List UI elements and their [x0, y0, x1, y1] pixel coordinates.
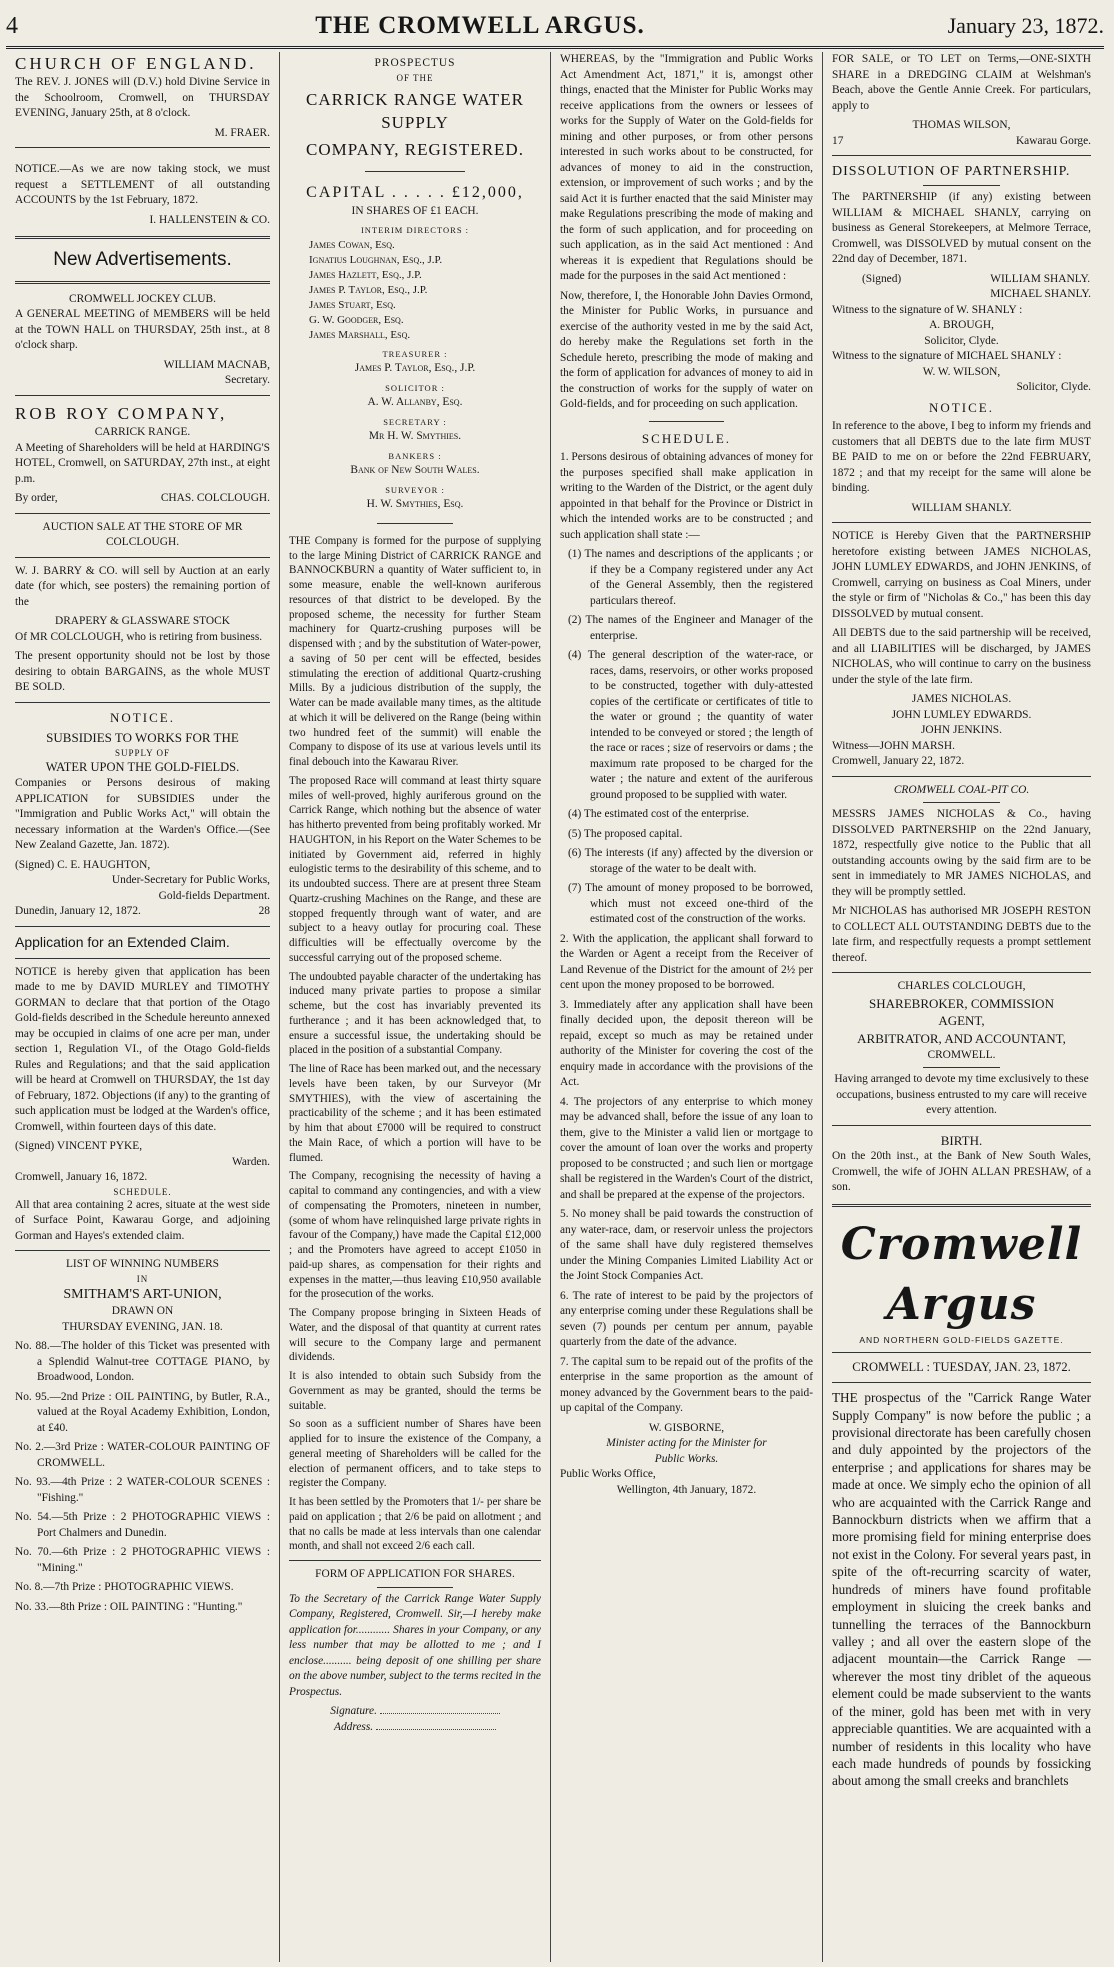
- divider: [15, 395, 270, 396]
- company-name-2: COMPANY, REGISTERED.: [306, 139, 524, 159]
- church-body: The REV. J. JONES will (D.V.) hold Divine Service in the Schoolroom, Cromwell, on THURSDAY EVENING, January 25th, at 8 o'clock.: [15, 76, 270, 120]
- now-therefore-para: Now, therefore, I, the Honorable John Davies Ormond, the Minister for Public Works, in pursuance and exercise of the authority vested in me by the said Act, do hereby make the Regulations set forth in the Schedule hereto, prescribing the mode of making and the form of application for advances of money to aid in the construction of works for the supply of water on Gold-fields, and for proceeding on such application.: [560, 289, 813, 410]
- bankers-name: Bank of New South Wales.: [350, 464, 480, 477]
- auction-stock: DRAPERY & GLASSWARE STOCK: [54, 615, 230, 628]
- column-1: [6, 52, 280, 1962]
- auction-body1: W. J. BARRY & CO. will sell by Auction at an early date (for which, see posters) the remaining portion of the: [15, 564, 270, 608]
- schedule-para: 4. The projectors of any enterprise to which money may be advanced shall, before the issue of any loan to them, give to the Minister a valid lien or mortgage to cover the amount of loan over the works and property proposed to be constructed ; and such lien or mortgage shall be registered in the Warden's Court of the district, and shall be prepared at the expense of the projectors.: [560, 1095, 813, 1201]
- form-address: [289, 1720, 541, 1736]
- office-label: Public Works Office,: [560, 1468, 656, 1481]
- divider: [832, 972, 1091, 973]
- divider: [15, 958, 270, 959]
- prospectus-para: It is also intended to obtain such Subsidy from the Government as may be granted, should the terms be suitable.: [289, 1370, 541, 1412]
- divider: [15, 513, 270, 514]
- surveyor-label: SURVEYOR :: [385, 484, 445, 495]
- prize-item: No. 33.—8th Prize : OIL PAINTING : "Hunting.": [15, 1600, 243, 1613]
- subsidies-notice-label: NOTICE.: [110, 709, 175, 725]
- birth-body: On the 20th inst., at the Bank of New South Wales, Cromwell, the wife of JOHN ALLAN PRESHAW, of a son.: [832, 1150, 1091, 1194]
- artunion-in: IN: [136, 1273, 149, 1284]
- witness1-role: Solicitor, Clyde.: [924, 334, 999, 347]
- director-name: James Marshall, Esq.: [309, 328, 411, 341]
- schedule-p1: 1. Persons desirous of obtaining advances of money for the purposes specified shall make application in writing to the Warden of the District, or the agent duly appointed in that behalf for the Province or District in which the intended works are to be constructed ; and such application shall state :—: [560, 451, 813, 541]
- prospectus-para: It has been settled by the Promoters that 1/- per share be paid on application ; that 2/6 be paid on allotment ; and that no calls be made at less intervals than one calendar month, and shall not exceed 2/6 each call.: [289, 1496, 541, 1553]
- subsidies-title2: Gold-fields Department.: [158, 889, 270, 902]
- for-sale-ref: 17: [832, 134, 844, 147]
- coal-pit-heading: CROMWELL COAL-PIT CO.: [893, 783, 1030, 796]
- colclough-role1: SHAREBROKER, COMMISSION: [869, 995, 1054, 1011]
- prospectus-para: THE Company is formed for the purpose of supplying to the large Mining District of CARRICK RANGE and BANNOCKBURN a quantity of Water sufficient to, in some measure, enable the well-known auriferous resources of that district to be developed. By the proposed scheme, the necessity for further Steam machinery for Quartz-crushing purposes will be dispensed with ; and by the substitution of Water-power, a saving of 50 per cent will be effected, besides stimulating the erection of additional Quartz-crushing Mills. By a judicious distribution of the supply, the Water can be made available many times, as the altitude at which it will be delivered on the Range (being within two hundred feet of the summit) will enable the Company to dispose of its use at various levels until its final debouch into the Kawarau River.: [289, 534, 541, 769]
- form-body: To the Secretary of the Carrick Range Water Supply Company, Registered, Cromwell. Sir,—I hereby make application for............ Shares in your Company, or any less number that may be allotted to me ; and I enclose.......... being deposit of one shilling per share on the above number, subject to the terms recited in the Prospectus.: [289, 1592, 541, 1698]
- gisborne-role2: Public Works.: [654, 1452, 719, 1465]
- subsidies-heading3: WATER UPON THE GOLD-FIELDS.: [45, 760, 240, 775]
- nicholas-name: JOHN JENKINS.: [920, 724, 1002, 737]
- schedule-para: 2. With the application, the applicant shall forward to the Warden or Agent a receipt from the Receiver of Land Revenue of the District for the amount of 2½ per cent upon the money proposed to be borrowed.: [560, 932, 813, 992]
- masthead-sub: AND NORTHERN GOLD-FIELDS GAZETTE.: [859, 1334, 1064, 1345]
- jockey-signer: WILLIAM MACNAB,: [163, 358, 270, 371]
- auction-ad: [15, 520, 270, 696]
- bankers-label: BANKERS :: [388, 450, 442, 461]
- witness2-role: Solicitor, Clyde.: [1016, 381, 1091, 394]
- schedule-para: 7. The capital sum to be repaid out of the profits of the enterprise in the same proportion as the amount of money advanced by the Government bears to the paid-up capital of the Company.: [560, 1355, 813, 1415]
- director-name: Ignatius Loughnan, Esq., J.P.: [309, 253, 443, 266]
- auction-body3: The present opportunity should not be lost by those desiring to obtain BARGAINS, as the whole MUST BE SOLD.: [15, 650, 270, 694]
- subsidies-heading2: SUPPLY OF: [114, 747, 171, 758]
- company-name-1: CARRICK RANGE WATER SUPPLY: [306, 89, 524, 132]
- jockey-heading: CROMWELL JOCKEY CLUB.: [69, 292, 216, 305]
- rob-roy-ad: [15, 402, 270, 507]
- treasurer-label: TREASURER :: [382, 348, 448, 359]
- gisborne-role1: Minister acting for the Minister for: [606, 1437, 767, 1450]
- for-sale-name: THOMAS WILSON,: [912, 119, 1011, 131]
- coal-pit-body: MESSRS JAMES NICHOLAS & Co., having DISSOLVED PARTNERSHIP on the 22nd January, 1872, respectfully give notice to the Public that all outstanding accounts owing by the said firm are to be sent in immediately to MR JAMES NICHOLAS, and they will be promptly settled.: [832, 808, 1091, 898]
- column-2: [280, 52, 551, 1962]
- colclough-place: CROMWELL.: [927, 1048, 996, 1061]
- address-field: [376, 1729, 496, 1730]
- directors-list: [289, 238, 541, 343]
- prospectus-para: The line of Race has been marked out, and the necessary levels have been taken, by our Surveyor (Mr SMYTHIES), with the view of ascertaining the practicability of the scheme ; and it has been estimated by him that about £7000 will be required to construct the Main Race, of which a portion will have to be flumed.: [289, 1063, 541, 1164]
- divider: [923, 185, 1001, 186]
- subsidies-title1: Under-Secretary for Public Works,: [111, 874, 270, 887]
- whereas-para: WHEREAS, by the "Immigration and Public Works Act Amendment Act, 1871," it is, amongst other things, enacted that the Minister for Public Works may receive applications from the owners or lessees of works for the Supply of Water on the Gold-fields for mining and other purposes, or from other persons interested in such works about to be constructed, for advances of money to aid in the construction, extension, or improvement of such works ; and by the said Act it is further enacted that the said Minister may make Regulations prescribing the mode of making and the form of such application, and for proceeding on such application, as in the said Act mentioned : And whereas it is expedient that Regulations should be made for the purposes in the said Act mentioned :: [560, 53, 813, 282]
- divider: [289, 1560, 541, 1561]
- directors-label: INTERIM DIRECTORS :: [360, 225, 470, 236]
- nicholas-name: JAMES NICHOLAS.: [911, 693, 1012, 706]
- column-4: [823, 52, 1100, 1962]
- subsidies-date: Dunedin, January 12, 1872.: [15, 905, 141, 918]
- auction-body2: Of MR COLCLOUGH, who is retiring from business.: [15, 630, 263, 643]
- schedule-item: (2) The names of the Engineer and Manager of the enterprise.: [568, 614, 813, 642]
- capital-line: CAPITAL . . . . . £12,000,: [306, 184, 524, 202]
- schedule-item: (4) The estimated cost of the enterprise.: [568, 808, 750, 821]
- schedule-heading: SCHEDULE.: [641, 430, 732, 446]
- stock-body: NOTICE.—As we are now taking stock, we must request a SETTLEMENT of all outstanding ACCOUNTS by the 1st February, 1872.: [15, 163, 270, 207]
- subsidies-signed: (Signed) C. E. HAUGHTON,: [15, 858, 151, 871]
- dissolution-name1: WILLIAM SHANLY.: [990, 272, 1091, 285]
- secretary-name: Mr H. W. Smythies.: [368, 430, 462, 443]
- divider: [15, 147, 270, 148]
- director-name: G. W. Goodger, Esq.: [309, 313, 404, 326]
- nicholas-dissolution: [832, 529, 1091, 770]
- prize-item: No. 93.—4th Prize : 2 WATER-COLOUR SCENES : "Fishing.": [15, 1476, 270, 1504]
- witness1-name: A. BROUGH,: [929, 319, 994, 332]
- coal-pit-ad: [832, 783, 1091, 967]
- divider: [832, 522, 1091, 523]
- jockey-body: A GENERAL MEETING of MEMBERS will be held at the TOWN HALL on THURSDAY, 25th inst., at 8 o'clock sharp.: [15, 308, 270, 352]
- divider: [832, 155, 1091, 156]
- for-sale-body: FOR SALE, or TO LET on Terms,—ONE-SIXTH SHARE in a DREDGING CLAIM at Welshman's Beach, above the Gentle Annie Creek. For particulars, apply to: [832, 53, 1091, 112]
- column-3: [551, 52, 823, 1962]
- subsidies-ref: 28: [258, 905, 270, 918]
- subsidies-notice: [15, 709, 270, 920]
- jockey-role: Secretary.: [224, 374, 270, 387]
- claim-schedule: All that area containing 2 acres, situate at the west side of Surface Point, Kawarau Gorge, and adjoining Gorman and Hayes's extended claim.: [15, 1198, 270, 1242]
- claim-body: NOTICE is hereby given that application has been made to me by DAVID MURLEY and TIMOTHY GORMAN to declare that that portion of the Otago Gold-fields described in the Schedule hereunto annexed may be occupied in claims of one acre per man, under section 1, Regulation VI., of the Otago Gold-fields Rules and Regulations; and that the said application will be heard at Cromwell on THURSDAY, the 1st day of February, 1872. Objections (if any) to the granting of such application must be lodged at the Warden's office, Cromwell, within fourteen days of this date.: [15, 965, 270, 1133]
- prize-item: No. 8.—7th Prize : PHOTOGRAPHIC VIEWS.: [15, 1581, 234, 1594]
- witness1-label: Witness to the signature of W. SHANLY :: [832, 303, 1023, 316]
- office-date: Wellington, 4th January, 1872.: [616, 1483, 757, 1496]
- birth-notice: [832, 1132, 1091, 1196]
- dissolution-body: The PARTNERSHIP (if any) existing between WILLIAM & MICHAEL SHANLY, carrying on business as General Storekeepers, at Melmore Terrace, Cromwell, was DISSOLVED by mutual consent on the 22nd day of December, 1871.: [832, 191, 1091, 266]
- dissolution-notice: In reference to the above, I beg to inform my friends and customers that all DEBTS due to the late firm MUST BE PAID to me on or before the 22nd FEBRUARY, 1872 ; and that my receipt for the same will alone be binding.: [832, 420, 1091, 495]
- prospectus-para: The proposed Race will command at least thirty square miles of well-proved, highly auriferous ground on the Carrick Range, which nothing but the absence of water has hitherto prevented from being profitably worked. Mr HAUGHTON, in his Report on the Water Schemes to be initiated by Government aid, referred in highly eulogistic terms to the desirability of this scheme, and to its undoubted success. There are at present three Steam Quartz-crushing Machines on the Range, and these are stopped frequently through want of water, and are subject to a heavy outlay for procuring coal. These difficulties will be effectually overcome by the successful carrying out of the proposed scheme.: [289, 774, 542, 964]
- divider: [365, 171, 466, 172]
- schedule-item: (7) The amount of money proposed to be borrowed, which must not exceed one-third of the estimated cost of the construction of the works.: [568, 882, 813, 926]
- prize-item: No. 70.—6th Prize : 2 PHOTOGRAPHIC VIEWS : "Mining.": [15, 1546, 270, 1574]
- stock-notice: [15, 162, 270, 228]
- divider: [377, 1587, 453, 1588]
- prospectus-para: The Company, recognising the necessity of having a capital to command any contingencies, and with a view of compensating the Promoters, nineteen in number, (some of whom have relinquished large private rights in favour of the Company,) have made the Capital £12,000 ; and the Promoters have agreed to accept £1050 in paid-up shares, as compensation for their rights and expenses in the matter,—thus leaving £10,950 available for the prosecution of the works.: [289, 1170, 541, 1301]
- nicholas-date: Cromwell, January 22, 1872.: [832, 755, 965, 768]
- columns: [6, 52, 1104, 1963]
- artunion-heading1: LIST OF WINNING NUMBERS: [65, 1258, 220, 1271]
- divider: [377, 523, 453, 524]
- shares-line: IN SHARES OF £1 EACH.: [351, 204, 479, 217]
- newspaper-title: THE CROMWELL ARGUS.: [315, 12, 645, 39]
- colclough-ad: [832, 979, 1091, 1119]
- divider: [15, 557, 270, 558]
- nicholas-witness: Witness—JOHN MARSH.: [832, 739, 955, 752]
- claim-signed: (Signed) VINCENT PYKE,: [15, 1140, 143, 1153]
- claim-date: Cromwell, January 16, 1872.: [15, 1171, 148, 1184]
- signature-field: [380, 1713, 500, 1714]
- church-signer: M. FRAER.: [214, 126, 270, 139]
- treasurer-name: James P. Taylor, Esq., J.P.: [354, 362, 476, 375]
- schedule-para: 3. Immediately after any application shall have been finally decided upon, the deposit thereon will be repaid, except so much as may be retained under authority of the Minister for covering the cost of the enquiry made in accordance with the provisions of the Act.: [560, 998, 813, 1089]
- stock-signer: I. HALLENSTEIN & CO.: [149, 213, 270, 226]
- claim-role: Warden.: [232, 1155, 270, 1168]
- director-name: James Stuart, Esq.: [309, 298, 396, 311]
- rob-roy-by-order: By order,: [15, 492, 58, 505]
- artunion-drawn: DRAWN ON: [111, 1305, 174, 1318]
- dissolution-notice-label: NOTICE.: [929, 399, 994, 415]
- divider: [923, 802, 1001, 803]
- rob-roy-signer: CHAS. COLCLOUGH.: [160, 492, 270, 505]
- prospectus-body: [289, 534, 541, 1554]
- schedule-para: 5. No money shall be paid towards the construction of any water-race, dam, or reservoir unless the projectors of the same shall have duly registered themselves under the Mining Companies Limited Liability Act or the Joint Stock Companies Act.: [560, 1208, 813, 1283]
- artunion-heading2: SMITHAM'S ART-UNION,: [63, 1287, 222, 1303]
- prospectus-para: The Company propose bringing in Sixteen Heads of Water, and the disposal of that quantity at current rates will secure to the Company large and permanent dividends.: [289, 1307, 541, 1364]
- director-name: James P. Taylor, Esq., J.P.: [309, 283, 428, 296]
- divider: [15, 281, 270, 284]
- divider: [15, 236, 270, 239]
- claim-heading: Application for an Extended Claim.: [15, 933, 230, 950]
- schedule-item: (6) The interests (if any) affected by the diversion or storage of the water to be dealt with.: [568, 847, 813, 875]
- signature-label: Signature.: [330, 1705, 377, 1718]
- divider: [649, 421, 725, 422]
- secretary-label: SECRETARY :: [383, 416, 447, 427]
- subsidies-body: Companies or Persons desirous of making APPLICATION for SUBSIDIES under the "Immigration and Public Works Act," will obtain the necessary information at the Warden's Office.—(See New Zealand Gazette, Jan. 1872).: [15, 777, 270, 852]
- dissolution-heading: DISSOLUTION OF PARTNERSHIP.: [832, 164, 1071, 179]
- rob-roy-sub: CARRICK RANGE.: [94, 426, 191, 439]
- church-heading: CHURCH OF ENGLAND.: [15, 54, 257, 73]
- surveyor-name: H. W. Smythies, Esq.: [366, 498, 464, 511]
- colclough-role2: AGENT,: [938, 1013, 985, 1029]
- form-signature: [289, 1704, 541, 1720]
- page-header: [6, 6, 1104, 49]
- schedule-item: (5) The proposed capital.: [568, 827, 683, 840]
- page-number: 4: [6, 12, 18, 39]
- divider: [832, 1382, 1091, 1383]
- divider: [832, 1352, 1091, 1353]
- colclough-body: Having arranged to devote my time exclusively to these occupations, business entrusted to my care will receive every attention.: [834, 1073, 1089, 1117]
- editorial-body: THE prospectus of the "Carrick Range Water Supply Company" is now before the public ; a provisional directorate has been carefully chosen and duly appointed by the projectors of the enterprise ; and applications for shares may be made at once. We simply echo the opinion of all who are acquainted with the Carrick Range and Bannockburn districts when we affirm that a more promising field for mining enterprise does not exist in the Colony. For several years past, in spite of the oft-recurring scarcity of water, hundreds of miners have found profitable employment in sluicing the creek banks and tunnelling the terraces of the Bannockburn valley ; and all over the eastern slope of the adjacent mountain—the Carrick Range —wherever the most tiny driblet of the aqueous element could be made subservient to the wants of the miner, gold has been met with in very appreciable quantities. We are acquainted with a number of residents in this locality who have each made hundreds of pounds by fossicking about among the small creeks and branchlets: [832, 1390, 1091, 1789]
- address-label: Address.: [334, 1720, 374, 1733]
- edition-date: CROMWELL : TUESDAY, JAN. 23, 1872.: [852, 1360, 1071, 1375]
- art-union: [15, 1257, 270, 1615]
- dissolution-signed: (Signed): [862, 272, 902, 285]
- divider: [832, 776, 1091, 777]
- prospectus-para: The undoubted payable character of the undertaking has induced many private parties to propose a similar scheme, but the cost has invariably prevented its furtherance ; and it has been acknowledged that, to ensure a successful issue, the undertaking should be placed in the position of a substantial Company.: [289, 970, 541, 1057]
- prize-item: No. 88.—The holder of this Ticket was presented with a Splendid Walnut-tree COTTAGE PIANO, by Broadwood, London.: [15, 1340, 270, 1384]
- rob-roy-body: A Meeting of Shareholders will be held at HARDING'S HOTEL, Cromwell, on SATURDAY, 27th inst., at eight p.m.: [15, 441, 270, 485]
- prize-item: No. 95.—2nd Prize : OIL PAINTING, by Butler, R.A., valued at the Royal Academy Exhibition, London, at £40.: [15, 1390, 270, 1434]
- dissolution-name2: MICHAEL SHANLY.: [990, 288, 1091, 301]
- new-ads-heading: New Advertisements.: [53, 249, 232, 271]
- prospectus-para: So soon as a sufficient number of Shares have been applied for to insure the existence of the Company, a general meeting of Shareholders will be called for the election of permanent officers, and to take steps to register the Company.: [289, 1418, 541, 1490]
- witness2-label: Witness to the signature of MICHAEL SHANLY :: [832, 350, 1062, 363]
- solicitor-label: SOLICITOR :: [385, 382, 445, 393]
- witness2-name: W. W. WILSON,: [922, 365, 1001, 378]
- schedule-item: (4) The general description of the water-race, or races, dams, reservoirs, or other works proposed to be constructed, together with duly-attested copies of the certificate or certificates of title to the water or ground ; the quantity of water intended to be conveyed or stored ; the length of the race or races ; size of reservoirs or dams ; the maximum rate proposed to be charged for the water ; the nature and extent of the auriferous ground proposed to be supplied with water.: [568, 649, 813, 801]
- prize-item: No. 2.—3rd Prize : WATER-COLOUR PAINTING OF CROMWELL.: [15, 1441, 270, 1469]
- rob-roy-heading: ROB ROY COMPANY,: [15, 403, 228, 423]
- divider: [923, 1067, 1001, 1068]
- divider: [15, 702, 270, 703]
- prospectus-label: PROSPECTUS: [374, 57, 456, 69]
- church-notice: [15, 52, 270, 141]
- dissolution-notice-signer: WILLIAM SHANLY.: [911, 501, 1012, 514]
- divider: [15, 926, 270, 927]
- director-name: James Hazlett, Esq., J.P.: [309, 268, 422, 281]
- solicitor-name: A. W. Allanby, Esq.: [367, 396, 463, 409]
- divider: [832, 1204, 1091, 1207]
- nicholas-body: NOTICE is Hereby Given that the PARTNERSHIP heretofore existing between JAMES NICHOLAS, JOHN LUMLEY EDWARDS, and JOHN JENKINS, of Cromwell, carrying on business as Coal Miners, under the style or firm of "Nicholas & Co.," has been this day DISSOLVED by mutual consent.: [832, 530, 1091, 620]
- gisborne-signer: W. GISBORNE,: [648, 1421, 725, 1434]
- for-sale-ad: [832, 52, 1091, 149]
- colclough-name: CHARLES COLCLOUGH,: [897, 980, 1026, 993]
- nicholas-body2: All DEBTS due to the said partnership will be received, and all LIABILITIES will be discharged, by JAMES NICHOLAS, who will continue to carry on the business under the style of the late firm.: [832, 627, 1091, 686]
- nicholas-name: JOHN LUMLEY EDWARDS.: [891, 708, 1032, 721]
- subsidies-heading1: SUBSIDIES TO WORKS FOR THE: [46, 730, 239, 746]
- coal-pit-body2: Mr NICHOLAS has authorised MR JOSEPH RESTON to COLLECT ALL OUTSTANDING DEBTS due to the late firm, and respectfully requests a prompt settlement thereof.: [832, 905, 1091, 964]
- divider: [15, 1250, 270, 1251]
- dissolution-ad: [832, 162, 1091, 516]
- auction-heading: AUCTION SALE AT THE STORE OF MR COLCLOUGH.: [42, 520, 243, 549]
- birth-heading: BIRTH.: [940, 1132, 983, 1148]
- prospectus-of-the: OF THE: [396, 72, 434, 83]
- claim-application: [15, 933, 270, 1245]
- jockey-club-ad: [15, 292, 270, 389]
- artunion-date: THURSDAY EVENING, JAN. 18.: [62, 1320, 223, 1333]
- claim-schedule-label: SCHEDULE.: [113, 1186, 172, 1197]
- prize-item: No. 54.—5th Prize : 2 PHOTOGRAPHIC VIEWS : Port Chalmers and Dunedin.: [15, 1511, 270, 1539]
- form-heading: FORM OF APPLICATION FOR SHARES.: [315, 1568, 515, 1581]
- divider: [832, 1125, 1091, 1126]
- masthead: Cromwell Argus: [840, 1218, 1083, 1330]
- colclough-role3: ARBITRATOR, AND ACCOUNTANT,: [857, 1031, 1066, 1047]
- schedule-item: (1) The names and descriptions of the applicants ; or if they be a Company registered under any Act of the General Assembly, then the registered particulars thereof.: [568, 548, 813, 607]
- schedule-para: 6. The rate of interest to be paid by the projectors of any enterprise coming under these Regulations shall be seven (7) pounds per centum per annum, payable quarterly from the date of the advance.: [560, 1289, 813, 1349]
- director-name: James Cowan, Esq.: [309, 238, 395, 251]
- for-sale-place: Kawarau Gorge.: [1015, 134, 1091, 147]
- issue-date: January 23, 1872.: [947, 13, 1104, 38]
